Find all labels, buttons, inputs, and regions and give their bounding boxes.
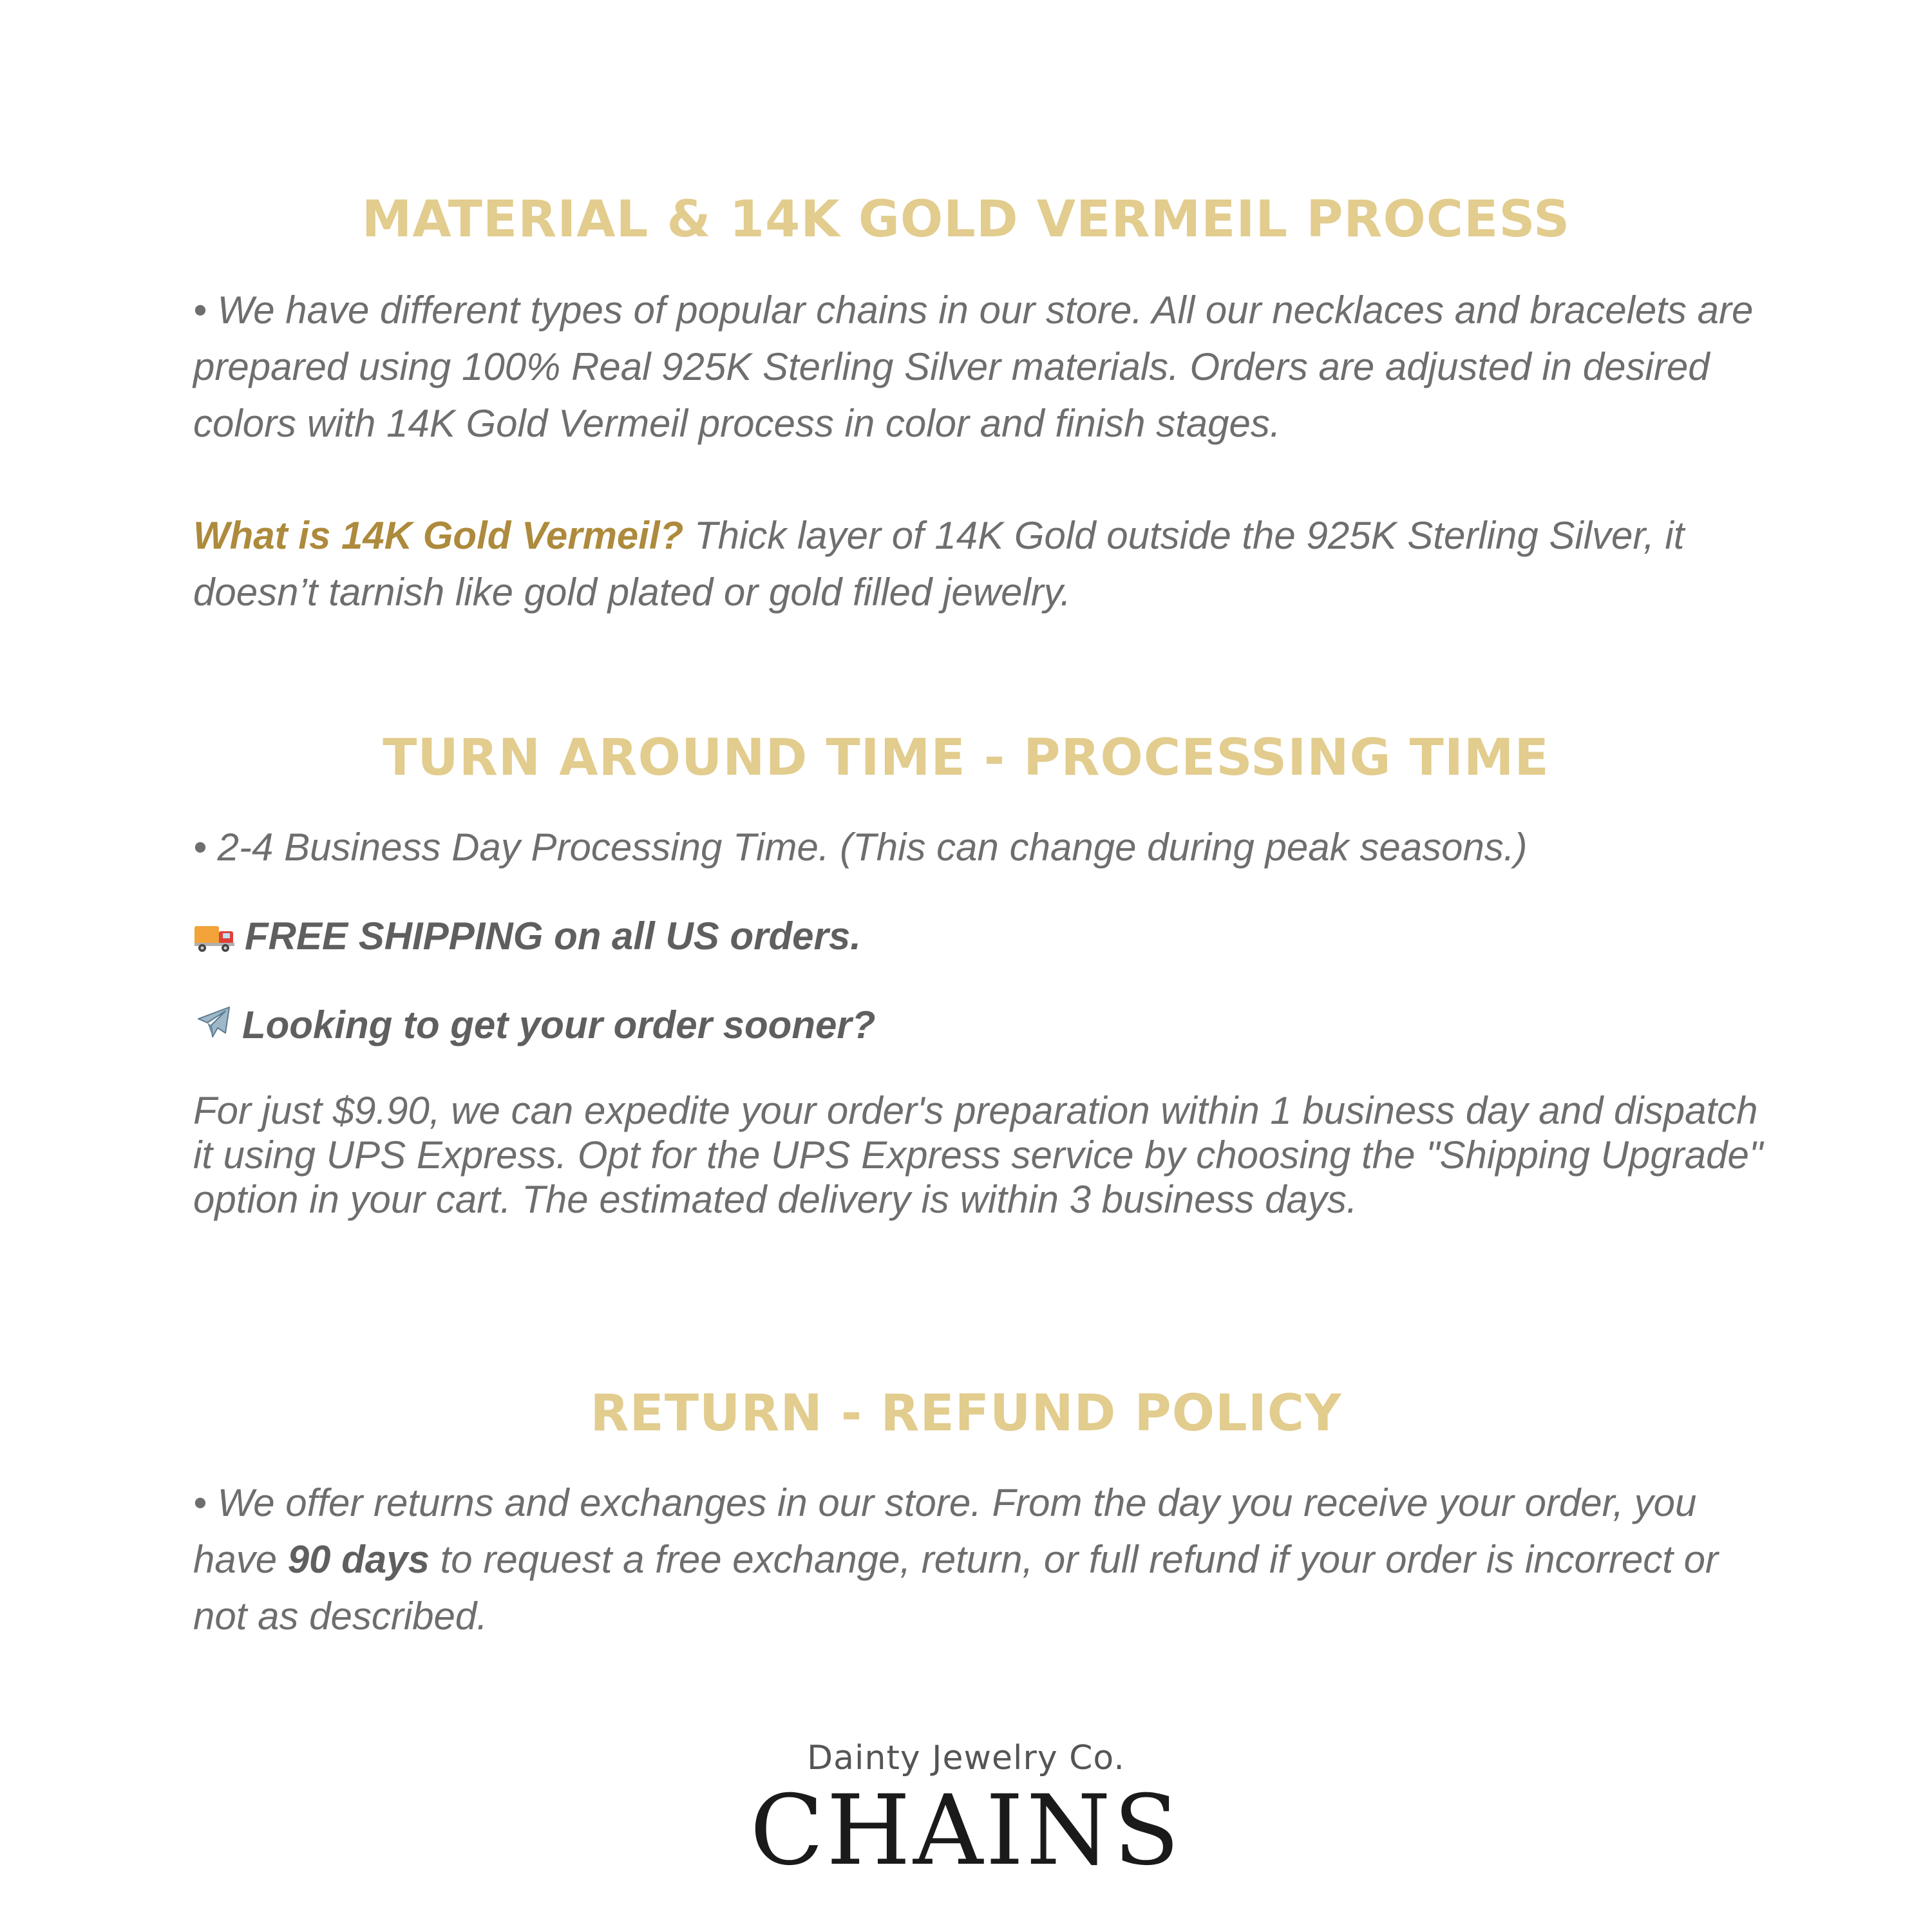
turnaround-heading: TURN AROUND TIME - PROCESSING TIME — [383, 729, 1549, 787]
expedite-paragraph: For just $9.90, we can expedite your order's preparation within 1 business day and dispatch it using UPS Express. Opt for the UPS Express service by choosing the "Shipping Upgrade" option in your cart. The estimated delivery is within 3 business days. — [193, 1089, 1763, 1221]
return-paragraph — [193, 1475, 1777, 1645]
material-paragraph: • We have different types of popular chains in our store. All our necklaces and bracelets are prepared using 100% Real 925K Sterling Silver materials. Orders are adjusted in desired colors with 14K Gold Vermeil process in color and finish stages. — [193, 289, 1754, 445]
vermeil-definition — [193, 507, 1777, 621]
return-days: 90 days — [287, 1538, 430, 1581]
material-heading: MATERIAL & 14K GOLD VERMEIL PROCESS — [361, 191, 1571, 249]
free-shipping-line — [193, 908, 1777, 969]
airplane-icon — [193, 1001, 233, 1057]
processing-time-text: • 2-4 Business Day Processing Time. (This can change during peak seasons.) — [193, 826, 1528, 869]
sooner-line — [193, 997, 1777, 1057]
vermeil-question: What is 14K Gold Vermeil? — [193, 514, 684, 557]
return-text-part2: to request a free exchange, return, or full refund if your order is incorrect or not as described. — [193, 1538, 1718, 1638]
logo-company-name: Dainty Jewelry Co. — [807, 1739, 1125, 1777]
return-text-part1: • We offer returns and exchanges in our store. From the day you receive your order, you have — [193, 1481, 1697, 1581]
delivery-truck-icon — [193, 912, 236, 969]
vermeil-answer: Thick layer of 14K Gold outside the 925K Sterling Silver, it doesn’t tarnish like gold plated or gold filled jewelry. — [193, 514, 1685, 614]
return-heading: RETURN - REFUND POLICY — [590, 1385, 1342, 1443]
free-shipping-text: FREE SHIPPING on all US orders. — [245, 914, 861, 958]
sooner-text: Looking to get your order sooner? — [242, 1003, 876, 1046]
logo-wordmark: CHAINS — [750, 1775, 1182, 1887]
